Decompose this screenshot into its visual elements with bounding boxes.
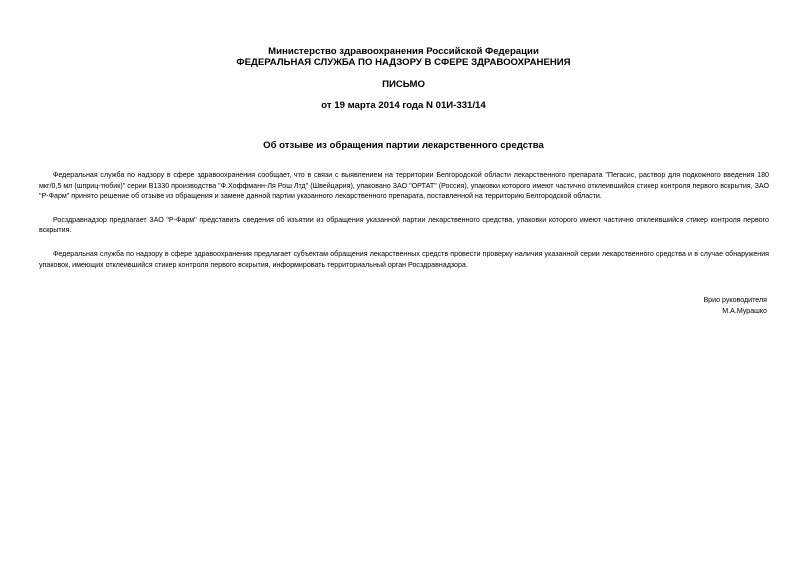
document-body (39, 170, 769, 283)
paragraph-3: Федеральная служба по надзору в сфере здравоохранения предлагает субъектам обращения лекарственных средств провести проверку наличия указанной серии лекарственного средства и в случае обнаружения упаковок, имеющих отклеившийся стикер контроля первого вскрытия, информировать территориальный орган Росздравнадзора. (39, 249, 769, 269)
ministry-name: Министерство здравоохранения Российской Федерации (268, 46, 539, 57)
signatory-position: Врио руководителя (703, 296, 767, 304)
document-subject: Об отзыве из обращения партии лекарственного средства (263, 140, 544, 151)
signatory-name: М.А.Мурашко (722, 306, 767, 315)
document-date-number: от 19 марта 2014 года N 01И-331/14 (321, 100, 486, 111)
document-type: ПИСЬМО (382, 79, 425, 90)
document-header (0, 46, 807, 68)
paragraph-1: Федеральная служба по надзору в сфере здравоохранения сообщает, что в связи с выявлением на территории Белгородской области лекарственного препарата "Пегасис, раствор для подкожного введения 180 мкг/0,5 мл (шприц-тюбик)" серии В1330 производства "Ф.Хоффманн-Ля Рош Лтд" (Швейцария), упаковано ЗАО "ОРТАТ" (Россия), упаковки которого имеют частично отклеившийся стикер контроля первого вскрытия, ЗАО "Р-Фарм" принято решение об отзыве из обращения и замене данной партии указанного лекарственного препарата, поставленной на территорию Белгородской области. (39, 171, 769, 201)
paragraph-2: Росздравнадзор предлагает ЗАО "Р-Фарм" представить сведения об изъятии из обращения указанной партии лекарственного средства, упаковки которого имеют частично отклеившийся стикер контроля первого вскрытия. (39, 215, 769, 235)
service-name: ФЕДЕРАЛЬНАЯ СЛУЖБА ПО НАДЗОРУ В СФЕРЕ ЗДРАВООХРАНЕНИЯ (236, 57, 571, 68)
signature-block (703, 295, 767, 316)
